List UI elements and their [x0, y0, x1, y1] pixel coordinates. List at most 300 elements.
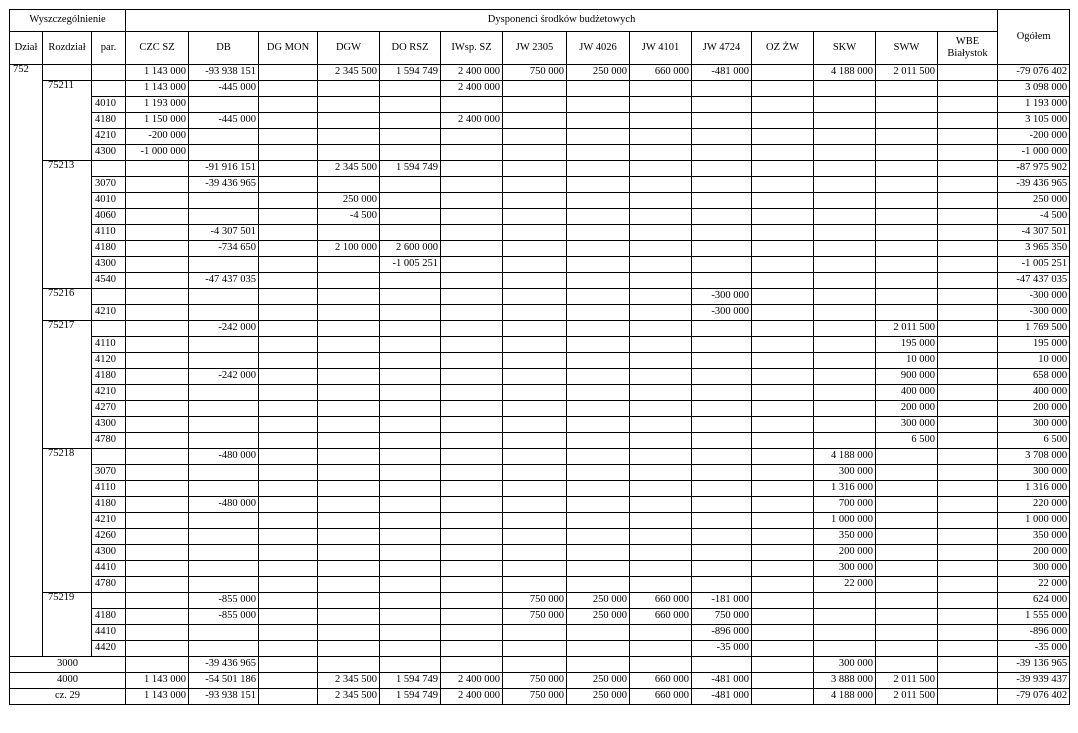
amount-cell [814, 289, 876, 305]
amount-cell [814, 593, 876, 609]
amount-cell [380, 289, 441, 305]
amount-cell [814, 257, 876, 273]
amount-cell [189, 257, 259, 273]
amount-cell [938, 561, 998, 577]
amount-cell [752, 225, 814, 241]
amount-cell [752, 401, 814, 417]
amount-cell [259, 561, 318, 577]
paragraf-cell: 4210 [92, 513, 126, 529]
rozdzial-cell: 75218 [43, 449, 92, 593]
amount-cell [380, 625, 441, 641]
amount-cell: 1 193 000 [126, 97, 189, 113]
amount-cell [189, 417, 259, 433]
amount-cell [380, 209, 441, 225]
total-amount-cell: -93 938 151 [189, 689, 259, 705]
amount-cell [259, 417, 318, 433]
amount-cell: 2 100 000 [318, 241, 380, 257]
amount-cell [189, 289, 259, 305]
amount-cell [567, 209, 630, 225]
table-row [10, 113, 1070, 129]
header-column: JW 4724 [692, 32, 752, 65]
ogolem-cell: -896 000 [998, 625, 1070, 641]
amount-cell [692, 497, 752, 513]
amount-cell [630, 417, 692, 433]
header-column: IWsp. SZ [441, 32, 503, 65]
amount-cell [126, 353, 189, 369]
amount-cell [441, 417, 503, 433]
paragraf-cell [92, 161, 126, 177]
amount-cell [876, 241, 938, 257]
amount-cell [189, 401, 259, 417]
amount-cell: 2 011 500 [876, 321, 938, 337]
amount-cell [318, 337, 380, 353]
total-label: cz. 29 [10, 689, 126, 705]
amount-cell: 400 000 [876, 385, 938, 401]
amount-cell [814, 241, 876, 257]
amount-cell [938, 545, 998, 561]
amount-cell [503, 513, 567, 529]
amount-cell [876, 225, 938, 241]
amount-cell [567, 481, 630, 497]
amount-cell [380, 97, 441, 113]
table-row [10, 417, 1070, 433]
amount-cell [692, 481, 752, 497]
amount-cell [189, 465, 259, 481]
amount-cell [630, 529, 692, 545]
amount-cell [503, 625, 567, 641]
amount-cell [692, 337, 752, 353]
amount-cell [876, 289, 938, 305]
amount-cell [441, 177, 503, 193]
amount-cell [189, 529, 259, 545]
budget-allocation-sheet [9, 9, 1070, 705]
amount-cell [441, 353, 503, 369]
total-amount-cell: 250 000 [567, 689, 630, 705]
amount-cell: 200 000 [876, 401, 938, 417]
amount-cell [318, 225, 380, 241]
total-amount-cell [692, 657, 752, 673]
amount-cell [318, 577, 380, 593]
amount-cell [814, 401, 876, 417]
amount-cell [380, 513, 441, 529]
amount-cell: -1 005 251 [380, 257, 441, 273]
amount-cell [752, 609, 814, 625]
amount-cell [318, 593, 380, 609]
amount-cell [259, 369, 318, 385]
amount-cell [938, 513, 998, 529]
amount-cell [259, 321, 318, 337]
amount-cell [938, 529, 998, 545]
amount-cell [814, 225, 876, 241]
amount-cell [630, 513, 692, 529]
amount-cell [380, 641, 441, 657]
table-row [10, 513, 1070, 529]
total-amount-cell: -39 436 965 [189, 657, 259, 673]
amount-cell [441, 513, 503, 529]
amount-cell: -300 000 [692, 289, 752, 305]
amount-cell [318, 369, 380, 385]
table-row [10, 97, 1070, 113]
amount-cell [630, 465, 692, 481]
amount-cell [259, 81, 318, 97]
header-dzial: Dział [10, 32, 43, 65]
amount-cell [126, 305, 189, 321]
amount-cell [938, 401, 998, 417]
amount-cell: 2 600 000 [380, 241, 441, 257]
amount-cell [938, 129, 998, 145]
amount-cell [259, 577, 318, 593]
amount-cell [189, 481, 259, 497]
amount-cell [567, 449, 630, 465]
rozdzial-cell: 75217 [43, 321, 92, 449]
amount-cell [441, 97, 503, 113]
amount-cell [318, 417, 380, 433]
paragraf-cell: 4180 [92, 497, 126, 513]
amount-cell [567, 513, 630, 529]
amount-cell [692, 161, 752, 177]
amount-cell: 200 000 [814, 545, 876, 561]
amount-cell [441, 193, 503, 209]
amount-cell [441, 385, 503, 401]
amount-cell: 2 400 000 [441, 81, 503, 97]
paragraf-cell [92, 321, 126, 337]
total-amount-cell: 750 000 [503, 689, 567, 705]
amount-cell [259, 161, 318, 177]
amount-cell [938, 417, 998, 433]
amount-cell [752, 481, 814, 497]
amount-cell [938, 161, 998, 177]
amount-cell: 750 000 [503, 593, 567, 609]
amount-cell: 300 000 [814, 465, 876, 481]
paragraf-cell: 4410 [92, 625, 126, 641]
amount-cell [814, 641, 876, 657]
paragraf-cell: 3070 [92, 177, 126, 193]
amount-cell [126, 625, 189, 641]
amount-cell: 2 011 500 [876, 65, 938, 81]
amount-cell [876, 529, 938, 545]
amount-cell [126, 593, 189, 609]
table-row [10, 593, 1070, 609]
amount-cell [126, 289, 189, 305]
table-row [10, 545, 1070, 561]
amount-cell [318, 257, 380, 273]
amount-cell [126, 273, 189, 289]
amount-cell [259, 641, 318, 657]
amount-cell [441, 161, 503, 177]
amount-cell [318, 81, 380, 97]
dzial-cell: 752 [10, 65, 43, 657]
total-amount-cell: 1 594 749 [380, 689, 441, 705]
table-row [10, 353, 1070, 369]
amount-cell [441, 433, 503, 449]
table-row [10, 161, 1070, 177]
amount-cell [752, 561, 814, 577]
amount-cell [189, 641, 259, 657]
amount-cell [814, 385, 876, 401]
amount-cell [630, 193, 692, 209]
amount-cell [380, 321, 441, 337]
total-amount-cell: 3 888 000 [814, 673, 876, 689]
ogolem-cell: 22 000 [998, 577, 1070, 593]
amount-cell: -855 000 [189, 593, 259, 609]
paragraf-cell: 4110 [92, 337, 126, 353]
amount-cell [189, 145, 259, 161]
rozdzial-cell: 75211 [43, 81, 92, 161]
amount-cell: 300 000 [814, 561, 876, 577]
amount-cell: 900 000 [876, 369, 938, 385]
total-amount-cell [259, 673, 318, 689]
ogolem-cell: 1 193 000 [998, 97, 1070, 113]
amount-cell [380, 593, 441, 609]
amount-cell [814, 369, 876, 385]
amount-cell [126, 193, 189, 209]
amount-cell: -481 000 [692, 65, 752, 81]
amount-cell [441, 609, 503, 625]
amount-cell [630, 97, 692, 113]
amount-cell [126, 209, 189, 225]
amount-cell [259, 97, 318, 113]
amount-cell [876, 449, 938, 465]
amount-cell [630, 385, 692, 401]
amount-cell [692, 513, 752, 529]
amount-cell: -480 000 [189, 497, 259, 513]
amount-cell [126, 225, 189, 241]
amount-cell: 750 000 [503, 65, 567, 81]
amount-cell: 660 000 [630, 65, 692, 81]
paragraf-cell: 4300 [92, 417, 126, 433]
table-body [10, 65, 1070, 705]
amount-cell [567, 321, 630, 337]
amount-cell [126, 481, 189, 497]
amount-cell [876, 609, 938, 625]
amount-cell [630, 145, 692, 161]
amount-cell: 2 345 500 [318, 65, 380, 81]
amount-cell [567, 193, 630, 209]
amount-cell [259, 289, 318, 305]
amount-cell: 660 000 [630, 609, 692, 625]
amount-cell [938, 385, 998, 401]
table-row [10, 81, 1070, 97]
amount-cell [441, 241, 503, 257]
amount-cell [441, 289, 503, 305]
amount-cell [503, 225, 567, 241]
amount-cell [567, 337, 630, 353]
amount-cell [126, 545, 189, 561]
total-amount-cell: -481 000 [692, 673, 752, 689]
amount-cell: -1 000 000 [126, 145, 189, 161]
table-row [10, 289, 1070, 305]
amount-cell [692, 209, 752, 225]
amount-cell [630, 81, 692, 97]
amount-cell: 250 000 [567, 65, 630, 81]
amount-cell [752, 161, 814, 177]
amount-cell: -4 307 501 [189, 225, 259, 241]
amount-cell [567, 257, 630, 273]
amount-cell [938, 337, 998, 353]
amount-cell [126, 465, 189, 481]
amount-cell: 2 400 000 [441, 113, 503, 129]
amount-cell [189, 129, 259, 145]
amount-cell: -734 650 [189, 241, 259, 257]
amount-cell [259, 593, 318, 609]
header-column: CZC SZ [126, 32, 189, 65]
header-dysponenci: Dysponenci środków budżetowych [126, 10, 998, 32]
header-column: SWW [876, 32, 938, 65]
paragraf-cell: 4410 [92, 561, 126, 577]
amount-cell [189, 545, 259, 561]
total-amount-cell [752, 673, 814, 689]
amount-cell [441, 545, 503, 561]
amount-cell [189, 337, 259, 353]
amount-cell [692, 193, 752, 209]
amount-cell [567, 497, 630, 513]
total-row [10, 689, 1070, 705]
amount-cell [876, 577, 938, 593]
ogolem-cell: -79 076 402 [998, 65, 1070, 81]
amount-cell [692, 113, 752, 129]
amount-cell [503, 113, 567, 129]
ogolem-cell: 300 000 [998, 417, 1070, 433]
table-row [10, 497, 1070, 513]
amount-cell [752, 497, 814, 513]
amount-cell [630, 113, 692, 129]
amount-cell [630, 449, 692, 465]
header-column: JW 4026 [567, 32, 630, 65]
paragraf-cell: 4010 [92, 193, 126, 209]
amount-cell [876, 81, 938, 97]
amount-cell [752, 433, 814, 449]
amount-cell [441, 529, 503, 545]
amount-cell [938, 289, 998, 305]
table-row [10, 225, 1070, 241]
amount-cell [503, 561, 567, 577]
amount-cell [126, 497, 189, 513]
paragraf-cell: 4060 [92, 209, 126, 225]
paragraf-cell: 4110 [92, 481, 126, 497]
ogolem-cell: 3 708 000 [998, 449, 1070, 465]
paragraf-cell [92, 449, 126, 465]
table-row [10, 433, 1070, 449]
amount-cell [441, 145, 503, 161]
amount-cell [752, 193, 814, 209]
amount-cell [567, 273, 630, 289]
amount-cell: -39 436 965 [189, 177, 259, 193]
amount-cell [567, 81, 630, 97]
amount-cell [876, 465, 938, 481]
ogolem-cell: 200 000 [998, 401, 1070, 417]
amount-cell [630, 545, 692, 561]
ogolem-total-cell: -79 076 402 [998, 689, 1070, 705]
amount-cell [692, 321, 752, 337]
header-rozdzial: Rozdział [43, 32, 92, 65]
amount-cell [630, 305, 692, 321]
table-row [10, 273, 1070, 289]
ogolem-cell: 3 098 000 [998, 81, 1070, 97]
total-amount-cell [752, 689, 814, 705]
amount-cell [380, 449, 441, 465]
amount-cell [126, 609, 189, 625]
amount-cell [567, 385, 630, 401]
amount-cell [692, 97, 752, 113]
ogolem-cell: -87 975 902 [998, 161, 1070, 177]
paragraf-cell: 4180 [92, 369, 126, 385]
amount-cell [503, 161, 567, 177]
total-amount-cell [259, 689, 318, 705]
amount-cell [752, 577, 814, 593]
amount-cell [441, 337, 503, 353]
ogolem-cell: -300 000 [998, 289, 1070, 305]
table-row [10, 145, 1070, 161]
amount-cell [259, 513, 318, 529]
amount-cell [752, 65, 814, 81]
amount-cell [259, 625, 318, 641]
table-row [10, 385, 1070, 401]
paragraf-cell: 4120 [92, 353, 126, 369]
amount-cell [126, 385, 189, 401]
ogolem-cell: -200 000 [998, 129, 1070, 145]
amount-cell [876, 481, 938, 497]
amount-cell [126, 369, 189, 385]
amount-cell [441, 129, 503, 145]
amount-cell [692, 145, 752, 161]
amount-cell [503, 369, 567, 385]
paragraf-cell: 4110 [92, 225, 126, 241]
amount-cell [189, 433, 259, 449]
amount-cell [189, 513, 259, 529]
amount-cell [259, 433, 318, 449]
amount-cell [380, 545, 441, 561]
amount-cell [189, 385, 259, 401]
ogolem-cell: 3 105 000 [998, 113, 1070, 129]
amount-cell [567, 577, 630, 593]
amount-cell: 1 143 000 [126, 81, 189, 97]
amount-cell: 250 000 [567, 609, 630, 625]
header-wyszczegolnienie: Wyszczególnienie [10, 10, 126, 32]
amount-cell [441, 305, 503, 321]
amount-cell: 4 188 000 [814, 65, 876, 81]
amount-cell [938, 209, 998, 225]
header-par: par. [92, 32, 126, 65]
paragraf-cell: 4260 [92, 529, 126, 545]
amount-cell [630, 561, 692, 577]
amount-cell [814, 609, 876, 625]
amount-cell [259, 129, 318, 145]
amount-cell [380, 273, 441, 289]
amount-cell [692, 129, 752, 145]
amount-cell [567, 641, 630, 657]
ogolem-cell: -4 500 [998, 209, 1070, 225]
amount-cell: 1 316 000 [814, 481, 876, 497]
amount-cell [814, 161, 876, 177]
header-column: JW 2305 [503, 32, 567, 65]
amount-cell [259, 337, 318, 353]
total-amount-cell [567, 657, 630, 673]
amount-cell [938, 113, 998, 129]
amount-cell [630, 241, 692, 257]
amount-cell [938, 241, 998, 257]
amount-cell [503, 81, 567, 97]
paragraf-cell: 4300 [92, 145, 126, 161]
amount-cell [318, 433, 380, 449]
paragraf-cell: 4540 [92, 273, 126, 289]
amount-cell [126, 337, 189, 353]
amount-cell [752, 129, 814, 145]
ogolem-cell: 350 000 [998, 529, 1070, 545]
amount-cell [692, 433, 752, 449]
total-amount-cell: -481 000 [692, 689, 752, 705]
amount-cell [189, 97, 259, 113]
amount-cell [567, 177, 630, 193]
